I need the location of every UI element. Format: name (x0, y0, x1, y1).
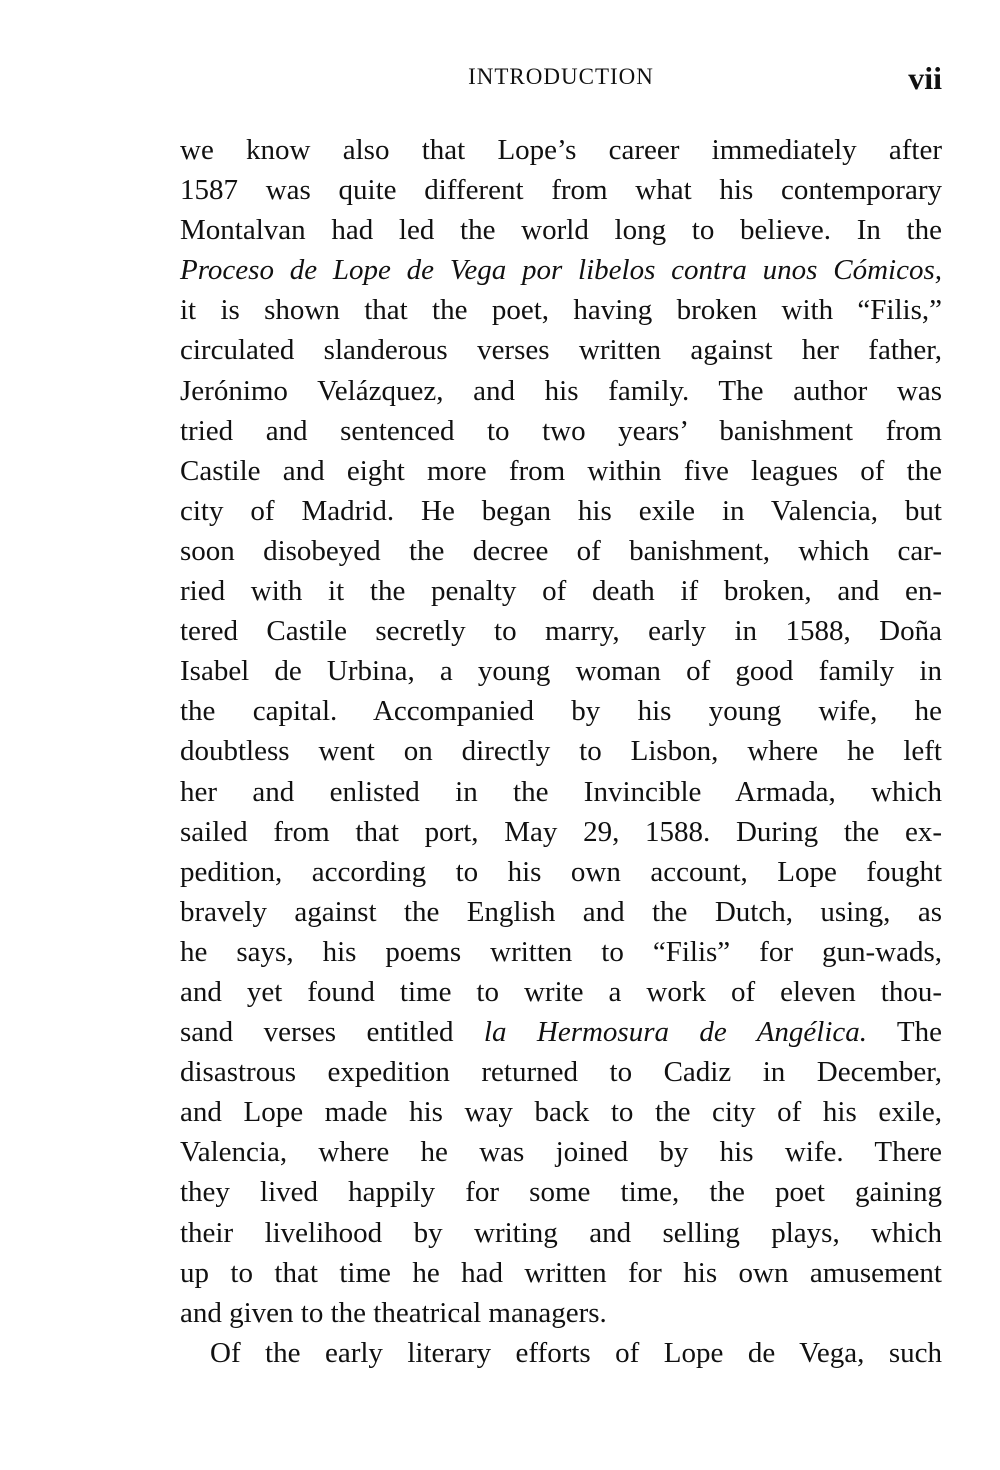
text-line: disastrous expedition returned to Cadiz in December, (180, 1056, 942, 1089)
text-line: we know also that Lope’s career immediately after (180, 134, 942, 166)
text-line: city of Madrid. He began his exile in Valencia, but (180, 494, 942, 527)
paragraph-last-line: and given to the theatrical managers. (180, 1296, 607, 1329)
text-line: tried and sentenced to two years’ banishment from (180, 414, 942, 447)
text-line: Valencia, where he was joined by his wife. There (180, 1136, 942, 1169)
paragraph-first-line: Of the early literary efforts of Lope de Vega, such (210, 1336, 942, 1369)
text-line: bravely against the English and the Dutch, using, as (180, 895, 942, 928)
page-number: vii (908, 60, 942, 96)
italic-title-line: Proceso de Lope de Vega por libelos contra unos Cómicos, (180, 254, 942, 287)
text-line-with-italic-title (180, 1012, 942, 1052)
line-text-before: sand verses entitled (180, 1016, 484, 1049)
running-header (180, 62, 942, 98)
text-line: 1587 was quite different from what his contemporary (180, 174, 942, 207)
text-line: Montalvan had led the world long to believe. In the (180, 214, 942, 247)
body-text (180, 130, 942, 1373)
text-line: he says, his poems written to “Filis” for gun-wads, (180, 935, 942, 968)
text-line: her and enlisted in the Invincible Armada, which (180, 775, 942, 808)
text-line: up to that time he had written for his own amusement (180, 1256, 942, 1289)
text-line: the capital. Accompanied by his young wife, he (180, 695, 942, 728)
text-line: Castile and eight more from within five leagues of the (180, 454, 942, 487)
line-text-after: The (867, 1016, 943, 1049)
text-line: ried with it the penalty of death if broken, and en- (180, 575, 942, 608)
text-line: circulated slanderous verses written against her father, (180, 334, 942, 367)
text-line: doubtless went on directly to Lisbon, where he left (180, 735, 942, 768)
running-title: INTRODUCTION (468, 64, 654, 89)
text-line: they lived happily for some time, the poet gaining (180, 1176, 942, 1209)
text-line: pedition, according to his own account, Lope fought (180, 855, 942, 888)
text-line: Isabel de Urbina, a young woman of good family in (180, 655, 942, 688)
text-line: it is shown that the poet, having broken with “Filis,” (180, 294, 942, 327)
text-line: and Lope made his way back to the city of his exile, (180, 1096, 942, 1129)
text-line: their livelihood by writing and selling plays, which (180, 1216, 942, 1249)
text-line: and yet found time to write a work of eleven thou- (180, 975, 942, 1008)
text-line: soon disobeyed the decree of banishment, which car- (180, 534, 942, 567)
text-line: Jerónimo Velázquez, and his family. The author was (180, 374, 942, 407)
text-line: tered Castile secretly to marry, early in 1588, Doña (180, 615, 942, 648)
italic-work-title: la Hermosura de Angélica. (483, 1016, 868, 1049)
text-line: sailed from that port, May 29, 1588. During the ex- (180, 815, 942, 848)
